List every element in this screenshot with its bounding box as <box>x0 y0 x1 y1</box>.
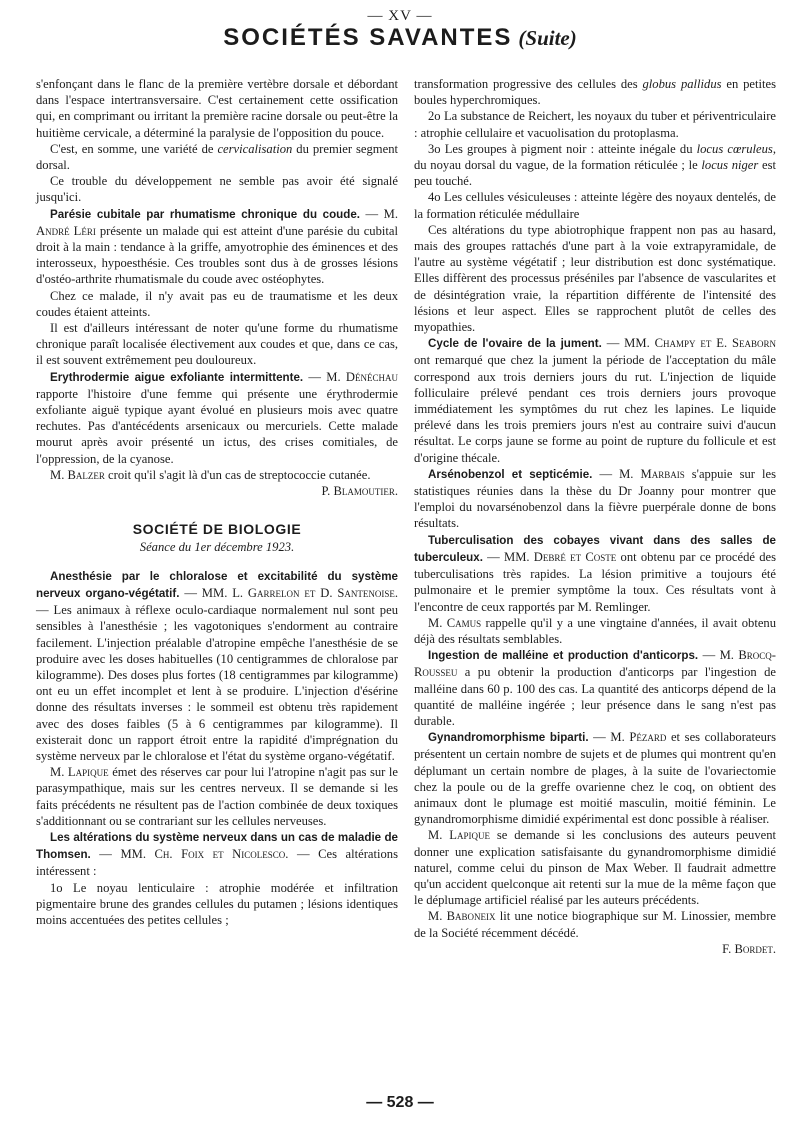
text: , du noyau dorsal du vague, de la formation réticulée ; le <box>414 141 776 173</box>
dash: — <box>601 336 625 351</box>
text: en petites boules hyperchromiques. <box>414 77 776 108</box>
text: 3o Les groupes à pigment noir : atteinte inégale du <box>428 141 697 156</box>
italic-term: locus niger <box>701 158 759 173</box>
article-text: et ses collaborateurs présentent un certain nombre de sujets et de plumes qui montrent qu'en déplumant un certain nombre de plages, à la suite de l'ovariectomie chez la poule ou de la greffe ovarienne chez le coq, on obtient des animaux dont le plumage est moitié masculin, moitié féminin. Le gynandromorphisme dimidié expérimental est donc possible à réaliser. <box>414 730 776 827</box>
article-thomsen <box>36 829 398 880</box>
paragraph: s'enfonçant dans le flanc de la première vertèbre dorsale et débordant dans l'espace intertransversaire. C'est certainement cette ossification qui, en comprimant ou irritant la première racine dorsale ou peut-être la huitième cervicale, a déterminé la paralysie de l'opposition du pouce. <box>36 77 398 140</box>
author: M. Pézard <box>610 730 667 745</box>
article-text: présente un malade qui est atteint d'une parésie du cubital droit à la main : tendance à la griffe, amyotrophie des éminences et des interosseux, hypoesthésie. Ces troubles sont dus à de grosses lésions d'ostéo-arthrite rhumatismale du coude avec ostéophytes. <box>36 223 398 287</box>
dash: — <box>179 585 202 600</box>
dash: — <box>482 549 505 564</box>
article-text: a pu obtenir la production d'anticorps par l'ingestion de malléine dans 60 p. 100 des cas. La quantité des anticorps dépend de la quantité de malléine ingérée ; leur présence dans le sang n'est pas durable. <box>414 665 776 728</box>
paragraph: Ce trouble du développement ne semble pas avoir été signalé jusqu'ici. <box>36 174 398 205</box>
article-text: — Les animaux à réflexe oculo-cardiaque normalement nul sont peu sensibles à l'anesthésie ; les vagotoniques s'endorment au contraire facilement. L'injection préalable d'atropine empêche l'anesthésie de se produire avec les doses habituelles (10 centigrammes de chloralose par kilogramme). Des doses plus fortes (18 centigrammes par kilogramme) ont eu un effet incomplet et lent à se produire. L'injection d'ésérine donne des résultats inverses : le sommeil est obtenu très rapidement avec des doses faibles (5 à 6 centigrammes par kilogramme). Il existerait donc un rapport étroit entre la rapidité d'imprégnation du système nerveux par le chloralose et l'état du système organo-végétatif. <box>36 603 398 763</box>
page-roman-numeral: — XV — <box>367 8 433 24</box>
article-title: Arsénobenzol et septicémie. <box>428 467 593 481</box>
page-title <box>0 24 800 52</box>
paragraph <box>36 141 398 173</box>
italic-term: locus cœruleus <box>696 141 773 156</box>
author: MM. Ch. Foix et Nicolesco. <box>120 847 289 862</box>
article-malleine <box>414 647 776 729</box>
text: lit une notice biographique sur M. Linossier, membre de la Société récemment décédé. <box>414 909 777 940</box>
paragraph <box>36 467 398 483</box>
list-item: 4o Les cellules vésiculeuses : atteinte légère des noyaux dentelés, de la formation réticulée médullaire <box>414 190 776 221</box>
author: MM. L. Garrelon et D. Santenoise. <box>201 585 398 600</box>
author: M. Dénéchau <box>326 369 399 384</box>
author: M. Baboneix <box>428 909 496 924</box>
author: M. Lapique <box>50 765 109 780</box>
dash: — <box>592 466 620 481</box>
text: rappelle qu'il y a une vingtaine d'années, il avait obtenu déjà des résultats semblables. <box>414 615 777 646</box>
article-text: s'appuie sur les statistiques réunies dans la thèse du Dr Joanny pour montrer que l'emploi du novarsénobenzol dans la fièvre puerpérale donne de bons résultats. <box>414 466 777 531</box>
text: du premier segment dorsal. <box>36 141 398 173</box>
article-title: Anesthésie par le chloralose et excitabilité du système nerveux organo-végétatif. <box>36 569 398 600</box>
italic-term: cervicalisation <box>217 141 293 156</box>
left-column <box>36 76 398 928</box>
article-title: Parésie cubitale par rhumatisme chronique du coude. <box>50 207 360 221</box>
title-text: SOCIÉTÉS SAVANTES <box>223 24 513 51</box>
author: MM. Debré et Coste <box>504 549 617 564</box>
article-parese-cubitale <box>36 206 398 288</box>
paragraph: Il est d'ailleurs intéressant de noter qu'une forme du rhumatisme chronique paraît localisée électivement aux coudes et que, dans ce cas, il est souvent extrêmement peu douloureux. <box>36 321 398 368</box>
text: est peu touché. <box>414 158 777 189</box>
paragraph <box>414 76 776 108</box>
article-text: ont obtenu par ce procédé des tuberculisations très rapides. La lésion primitive a toujours été pulmonaire et le premier symptôme la toux. Ces résultats vont à l'encontre de ceux rapportés par M. Remlinger. <box>414 549 776 614</box>
title-suite: (Suite) <box>518 26 577 50</box>
dash: — <box>698 648 720 663</box>
signature: P. Blamoutier. <box>321 484 398 499</box>
article-cycle-ovaire <box>414 335 776 466</box>
article-title: Gynandromorphisme biparti. <box>428 731 589 745</box>
paragraph <box>36 764 398 829</box>
article-gynandromorphisme <box>414 729 776 827</box>
page-number: — 528 — <box>366 1094 434 1111</box>
article-text: ont remarqué que chez la jument la période de l'acceptation du mâle correspond aux trois derniers jours du rut. L'injection de liquide folliculaire prélevé pendant ces trois derniers jours provoque immédiatement les symptômes du rut chez les lapines. Le liquide prélevé dans les trois premiers jours n'est au contraire suivi d'aucun résultat. Le corps jaune se forme au point de rupture du follicule et est d'origine thécale. <box>414 353 776 465</box>
article-text: — Ces altérations intéressent : <box>36 847 398 879</box>
author: M. Marbais <box>619 466 685 481</box>
article-tuberculisation <box>414 532 776 615</box>
text: croit qu'il s'agit là d'un cas de streptococcie cutanée. <box>104 467 371 482</box>
author: M. Camus <box>428 615 482 630</box>
text: transformation progressive des cellules des <box>414 77 643 91</box>
paragraph <box>414 908 776 940</box>
list-item <box>414 141 776 190</box>
text: se demande si les conclusions des auteurs peuvent donner une explication satisfaisante du gynandromorphisme dimidié naturel, comme celui du pinson de Max Weber. Il faudrait admettre qu'un accident quelconque ait retenti sur la mue de la même façon que le déplumage artificiel réalisé par les auteurs précédents. <box>414 828 777 908</box>
author: M. Lapique <box>428 828 490 843</box>
article-title: Erythrodermie aigue exfoliante intermittente. <box>50 370 304 384</box>
signature: F. Bordet. <box>722 941 776 956</box>
text: C'est, en somme, une variété de <box>50 141 218 156</box>
session-date: Séance du 1er décembre 1923. <box>139 540 295 555</box>
paragraph <box>414 615 776 647</box>
paragraph <box>414 827 776 908</box>
text: émet des réserves car pour lui l'atropine n'agit pas sur le parasympathique, mais sur les centres nerveux. Il se demande si les faits précédents ne résultent pas de l'action combinée de deux toxiques s'additionnant ou se contrariant sur les cellules nerveuses. <box>36 765 399 828</box>
paragraph: Ces altérations du type abiotrophique frappent non pas au hasard, mais des groupes rattachés d'une part à la voie extrapyramidale, de l'autre au système végétatif ; leur distribution est donc systématique. Elles diffèrent des processus préséniles par l'absence de vascularites et de désintégration vraie, la répartition différente de l'intensité des lésions et leur aspect. Elles se rapprochent plutôt de celles des myopathies. <box>414 222 776 335</box>
dash: — <box>90 847 121 862</box>
dash: — <box>303 369 327 384</box>
paragraph: Chez ce malade, il n'y avait pas eu de traumatisme et les deux coudes étaient atteints. <box>36 288 398 319</box>
list-item: 2o La substance de Reichert, les noyaux du tuber et périventriculaire : atrophie cellulaire et vacuolisation du protoplasma. <box>414 109 776 140</box>
article-title: Les altérations du système nerveux dans un cas de maladie de Thomsen. <box>36 830 398 862</box>
author: M. Brocq-Rousseu <box>414 648 776 680</box>
author: M. Balzer <box>50 467 105 482</box>
article-text: rapporte l'histoire d'une femme qui présente une érythrodermie exfoliante aiguë typique ayant évolué en plusieurs mois avec quatre rechutes. Pas d'antécédents arsenicaux ou mercuriels. Cette malade mourut après avoir présenté un ictus, des crises comitiales, de l'oppression, de la cyanose. <box>36 386 398 466</box>
dash: — <box>359 206 384 221</box>
article-title: Ingestion de malléine et production d'anticorps. <box>428 649 699 663</box>
article-title: Tuberculisation des cobayes vivant dans des salles de tuberculeux. <box>414 533 776 564</box>
author: MM. Champy et E. Seaborn <box>624 336 776 351</box>
article-arsenobenzol <box>414 466 776 532</box>
article-title: Cycle de l'ovaire de la jument. <box>428 337 602 351</box>
dash: — <box>588 730 611 745</box>
right-column <box>414 76 776 957</box>
article-erythrodermie <box>36 369 398 467</box>
section-title: SOCIÉTÉ DE BIOLOGIE <box>132 521 302 538</box>
list-item: 1o Le noyau lenticulaire : atrophie modérée et infiltration pigmentaire brune des grandes cellules du putamen ; lésions identiques moins accentuées des petites cellules ; <box>36 880 398 927</box>
author: M. André Léri <box>36 206 398 238</box>
article-anesthesie <box>36 568 398 764</box>
italic-term: globus pallidus <box>642 77 722 91</box>
